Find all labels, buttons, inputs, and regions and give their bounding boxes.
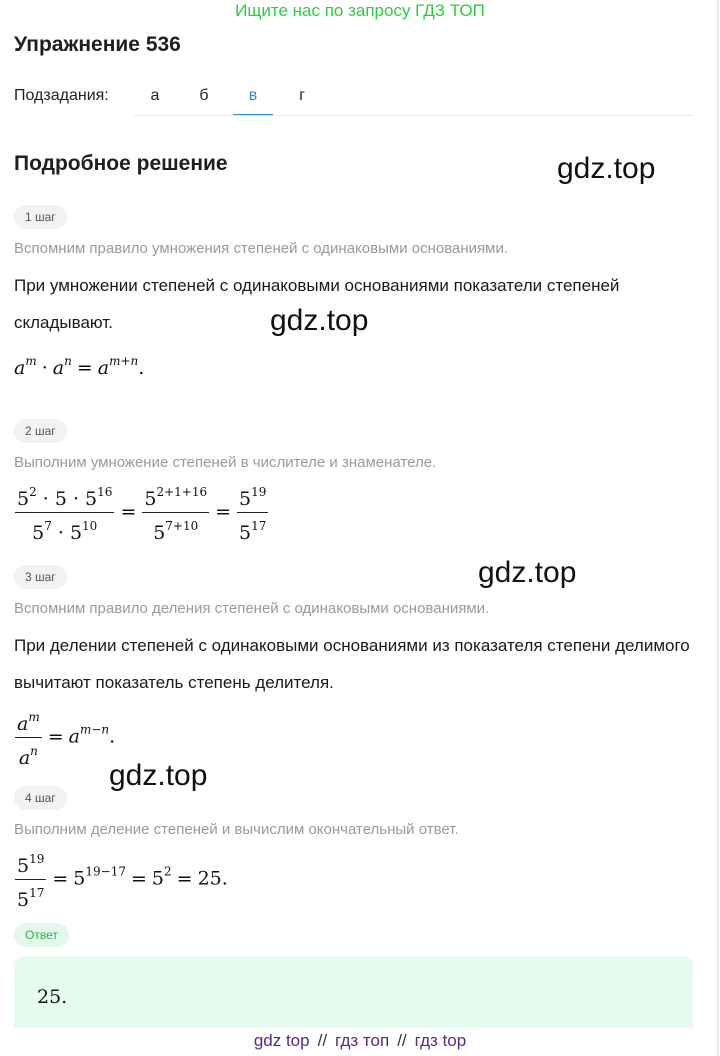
answer-badge: Ответ	[14, 923, 69, 947]
step-hint: Вспомним правило умножения степеней с одинаковыми основаниями.	[14, 240, 508, 257]
footer-link[interactable]: гдз топ	[335, 1031, 390, 1050]
formula-power-quotient: $\frac{a^m}{a^n}$ = $a^{m-n}$.	[14, 704, 115, 771]
formula-numerator-denominator: $\frac{5^2 \cdot 5 \cdot 5^{16}}{5^7 \cdot 5^{10}}$ = $\frac{5^{2+1+16}}{5^{7+10}}$ = $\frac{5^{19}}{5^{17}}$	[14, 479, 269, 546]
formula-final-calculation: $\frac{5^{19}}{5^{17}}$ = $5^{19-17} = 5^2 = 25$.	[14, 846, 228, 913]
tab-a[interactable]: а	[150, 87, 160, 104]
footer-link[interactable]: гдз top	[414, 1031, 467, 1050]
step-badge: 4 шаг	[14, 786, 67, 810]
step-hint: Выполним умножение степеней в числителе и знаменателе.	[14, 454, 437, 471]
tab-v[interactable]: в	[233, 87, 273, 105]
step-text: При делении степеней с одинаковыми основаниями из показателя степени делимого вычитают показатель степень делителя.	[14, 636, 690, 692]
watermark: gdz.top	[270, 304, 369, 337]
step-hint: Выполним деление степеней и вычислим окончательный ответ.	[14, 821, 459, 838]
watermark: gdz.top	[557, 152, 656, 185]
step-badge: 3 шаг	[14, 565, 67, 589]
answer-value: 25.	[37, 986, 68, 1008]
promo-banner[interactable]: Ищите нас по запросу ГДЗ ТОП	[235, 1, 485, 20]
tabs-divider	[134, 115, 694, 116]
subtasks-label: Подзадания:	[14, 87, 109, 104]
page-title: Упражнение 536	[14, 33, 181, 56]
formula-power-product: $a^m \cdot a^n = a^{m+n}$.	[14, 354, 145, 379]
footer-link[interactable]: gdz top	[253, 1031, 310, 1050]
subtasks-nav	[14, 85, 694, 117]
page-edge-divider	[717, 0, 719, 1056]
watermark: gdz.top	[109, 759, 208, 792]
tab-g[interactable]: г	[299, 87, 305, 104]
footer-links	[0, 1031, 720, 1051]
footer-separator: //	[317, 1031, 328, 1050]
answer-box	[14, 956, 693, 1028]
watermark: gdz.top	[478, 556, 577, 589]
section-title: Подробное решение	[14, 152, 228, 175]
step-hint: Вспомним правило деления степеней с одинаковыми основаниями.	[14, 600, 490, 617]
tab-b[interactable]: б	[199, 87, 209, 104]
step-text: При умножении степеней с одинаковыми основаниями показатели степеней складывают.	[14, 276, 620, 332]
step-badge: 1 шаг	[14, 205, 67, 229]
step-badge: 2 шаг	[14, 419, 67, 443]
footer-separator: //	[397, 1031, 407, 1050]
